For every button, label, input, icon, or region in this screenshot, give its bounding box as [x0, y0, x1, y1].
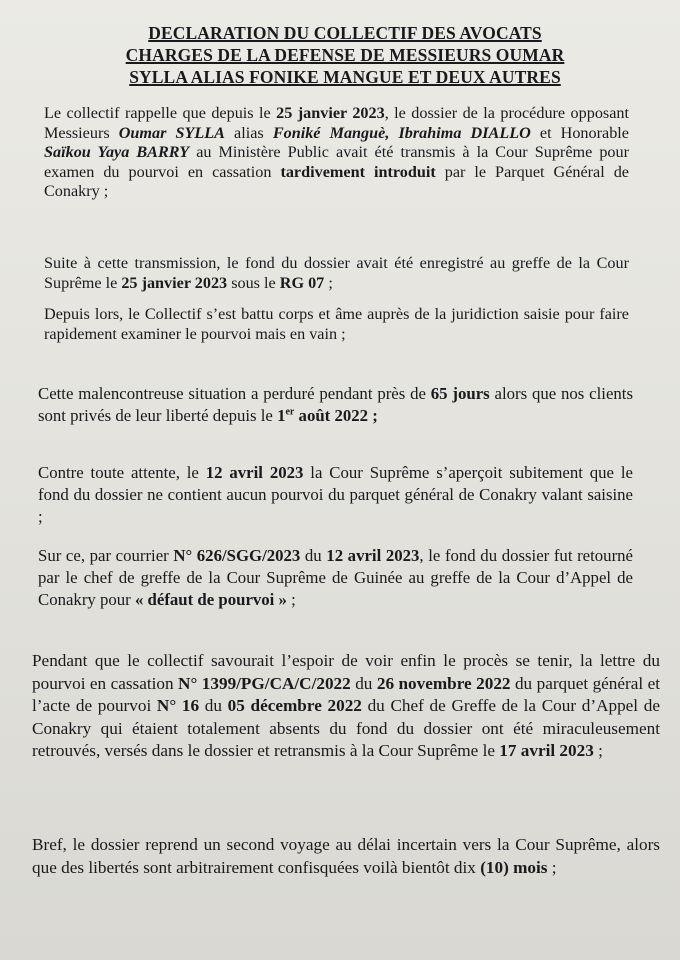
text: par le Parquet Général de Conakry ; — [44, 162, 629, 200]
text: Contre toute attente, le — [38, 463, 206, 482]
paragraph-5 — [38, 462, 633, 528]
text: du — [199, 696, 228, 715]
emphasis-text: tardivement introduit — [280, 162, 436, 181]
date-text: 12 avril 2023 — [326, 546, 420, 565]
document-title — [60, 22, 630, 88]
text: Suite à cette transmission, le fond du dossier avait été enregistré au greffe de la Cour Suprême le — [44, 254, 629, 292]
date-text: août 2022 ; — [294, 406, 378, 425]
duration-text: (10) mois — [480, 857, 548, 877]
person-name: Foniké Manguè, Ibrahima DIALLO — [272, 123, 531, 142]
text: Depuis lors, le Collectif s’est battu corps et âme auprès de la juridiction saisie pour faire rapidement examiner le pourvoi mais en vain ; — [44, 305, 629, 343]
date-text: 17 avril 2023 — [499, 741, 594, 760]
text: du parquet général et l’acte de pourvoi — [32, 673, 661, 715]
person-name: Oumar SYLLA — [118, 123, 225, 142]
date-text: 26 novembre 2022 — [376, 673, 511, 693]
text: ; — [593, 741, 603, 760]
person-name: Saïkou Yaya BARRY — [44, 143, 190, 161]
reference-text: RG 07 — [279, 273, 325, 292]
date-text: 12 avril 2023 — [205, 463, 304, 482]
date-text: 1 — [277, 406, 286, 425]
text: Le collectif rappelle que depuis le — [44, 104, 277, 122]
text: Pendant que le collectif savourait l’espoir de voir enfin le procès se tenir, la lettre du pourvoi en cassation — [32, 651, 660, 693]
title-line-2: CHARGES DE LA DEFENSE DE MESSIEURS OUMAR — [125, 45, 565, 65]
text: alors que nos clients sont privés de leur liberté depuis le — [38, 384, 633, 425]
paragraph-8 — [32, 834, 660, 879]
text: ; — [547, 857, 557, 877]
text: ; — [286, 590, 296, 609]
date-text: 25 janvier 2023 — [276, 104, 385, 122]
text: , le dossier de la procédure opposant Messieurs — [44, 104, 629, 142]
paragraph-4 — [38, 383, 633, 427]
text: du Chef de Greffe de la Cour d’Appel de Conakry qui étaient totalement absents du fond du dossier ont été miraculeusement retrouvés, versés dans le dossier et retransmis à la Cour Suprême le — [32, 696, 660, 760]
reference-text: N° 1399/PG/CA/C/2022 — [178, 673, 351, 693]
paragraph-1 — [44, 104, 629, 202]
text: et Honorable — [530, 123, 629, 142]
date-text: 05 décembre 2022 — [227, 696, 362, 715]
date-text: 25 janvier 2023 — [121, 273, 228, 292]
text: du — [350, 673, 377, 693]
emphasis-text: « défaut de pourvoi » — [134, 590, 287, 609]
text: ; — [324, 273, 333, 292]
reference-text: N° 626/SGG/2023 — [173, 546, 301, 565]
text: au Ministère Public avait été transmis à la Cour Suprême pour examen du pourvoi en cassation — [44, 143, 629, 181]
ordinal-suffix: er — [285, 406, 295, 418]
duration-text: 65 jours — [430, 384, 490, 403]
paragraph-3 — [44, 305, 629, 344]
text: Sur ce, par courrier — [38, 546, 174, 565]
paragraph-7 — [32, 650, 660, 763]
title-line-1: DECLARATION DU COLLECTIF DES AVOCATS — [148, 23, 542, 43]
text: , le fond du dossier fut retourné par le chef de greffe de la Cour Suprême de Guinée au greffe de la Cour d’Appel de Conakry pour — [38, 546, 633, 609]
text: Bref, le dossier reprend un second voyage au délai incertain vers la Cour Suprême, alors que des libertés sont arbitrairement confisquées voilà bientôt dix — [32, 835, 660, 877]
text: sous le — [227, 273, 280, 292]
title-line-3: SYLLA ALIAS FONIKE MANGUE ET DEUX AUTRES — [129, 67, 561, 87]
reference-text: N° 16 — [156, 696, 200, 715]
text: la Cour Suprême s’aperçoit subitement que le fond du dossier ne contient aucun pourvoi du parquet général de Conakry valant saisine ; — [38, 463, 633, 526]
paragraph-2 — [44, 254, 629, 293]
text: Cette malencontreuse situation a perduré pendant près de — [38, 384, 431, 403]
text: alias — [224, 123, 273, 142]
text: du — [300, 546, 327, 565]
paragraph-6 — [38, 545, 633, 611]
